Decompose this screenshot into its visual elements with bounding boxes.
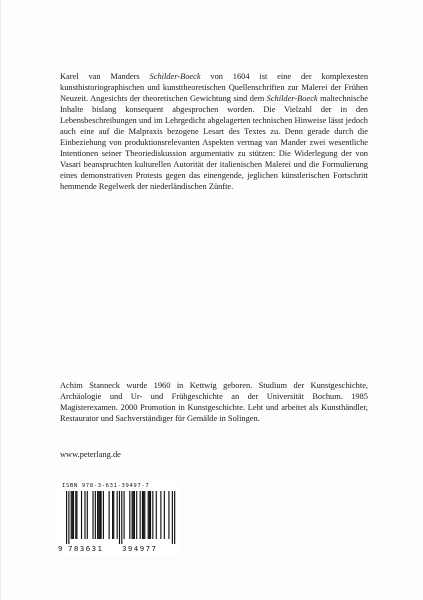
ean-left-digits: 783631 <box>68 544 104 553</box>
author-bio: Achim Stanneck wurde 1960 in Kettwig geboren. Studium der Kunstgeschichte, Archäologie und Ur- und Frühgeschichte an der Universität Bochum. 1985 Magisterexamen. 2000 Promotion in Kunstgeschichte. Lebt und arbeitet als Kunsthändler, Restaurator und Sachverständiger für Gemälde in Solingen. <box>60 381 368 423</box>
blurb-title-2: Schilder-Boeck <box>266 94 318 103</box>
barcode-bar <box>121 491 122 544</box>
barcode-bar <box>150 491 151 539</box>
barcode-bar <box>172 491 173 544</box>
barcode-bar <box>133 491 134 539</box>
barcode-bar <box>160 491 161 539</box>
barcode-bar <box>164 491 165 539</box>
barcode-bar <box>144 491 145 539</box>
barcode-bar <box>129 491 130 539</box>
barcode-bar <box>68 491 69 544</box>
barcode-bar <box>73 491 74 539</box>
ean-first-digit: 9 <box>58 544 64 553</box>
barcode-bar <box>174 491 175 544</box>
barcode-bar <box>99 491 100 539</box>
barcode-bar <box>132 491 133 539</box>
barcode-bar <box>72 491 73 539</box>
barcode-bar <box>156 491 157 539</box>
barcode-bar <box>66 491 67 544</box>
barcode-bar <box>109 491 110 539</box>
barcode-bar <box>113 491 114 539</box>
barcode-bar <box>134 491 135 539</box>
blurb-text-2: von 1604 ist eine der komplexesten kunsthistoriographischen und kunsttheoretischen Quellenschriften zur Malerei der Frühen Neuzeit. Angesichts der theoretischen Gewichtung sind dem <box>60 72 369 103</box>
barcode-bar <box>103 491 104 539</box>
barcode-bar <box>112 491 113 539</box>
barcode-bar <box>119 491 120 544</box>
barcode-bar <box>117 491 118 539</box>
barcode-bar <box>168 491 169 539</box>
barcode-bar <box>140 491 141 539</box>
barcode-bar <box>152 491 153 539</box>
blurb-title-1: Schilder-Boeck <box>149 72 201 81</box>
isbn-label: ISBN 978-3-631-39497-7 <box>62 483 150 489</box>
barcode-bar <box>76 491 77 539</box>
barcode-bar <box>148 491 149 539</box>
barcode-bar <box>143 491 144 539</box>
barcode-bars <box>58 491 180 544</box>
barcode-bar <box>71 491 72 539</box>
barcode-bar <box>87 491 88 539</box>
isbn-barcode <box>58 482 180 555</box>
barcode-bar <box>92 491 93 539</box>
blurb-text-3: maltechnische Inhalte bislang konsequent abgesprochen worden. Die Vielzahl der in den Lebensbeschreibungen und im Lehrgedicht abgelagerten technischen Hinweise lässt jedoch auch eine auf die Malpraxis bezogene Lesart des Textes zu. Denn gerade durch die Einbeziehung von produktionsrelevanten Aspekten vermag van Mander zwei wesentliche Intentionen seiner Theoriediskussion argumentativ zu stützen: Die Widerlegung der von Vasari beanspruchten kulturellen Autorität der italienischen Malerei und die Formulierung eines demonstrativen Protests gegen das einengende, jeglichen künstlerischen Fortschritt hemmende Regelwerk der niederländischen Zünfte. <box>60 94 369 191</box>
barcode-bar <box>97 491 98 539</box>
barcode-bar <box>75 491 76 539</box>
publisher-website: www.peterlang.de <box>60 450 121 459</box>
barcode-bar <box>81 491 82 539</box>
barcode-bar <box>142 491 143 539</box>
barcode-bar <box>98 491 99 539</box>
barcode-bar <box>95 491 96 539</box>
blurb-text-1: Karel van Manders <box>60 72 150 81</box>
barcode-bar <box>84 491 85 539</box>
barcode-bar <box>124 491 125 539</box>
book-blurb <box>60 71 368 192</box>
barcode-bar <box>101 491 102 539</box>
ean-right-digits: 394977 <box>122 544 158 553</box>
barcode-bar <box>149 491 150 539</box>
barcode-bar <box>136 491 137 539</box>
